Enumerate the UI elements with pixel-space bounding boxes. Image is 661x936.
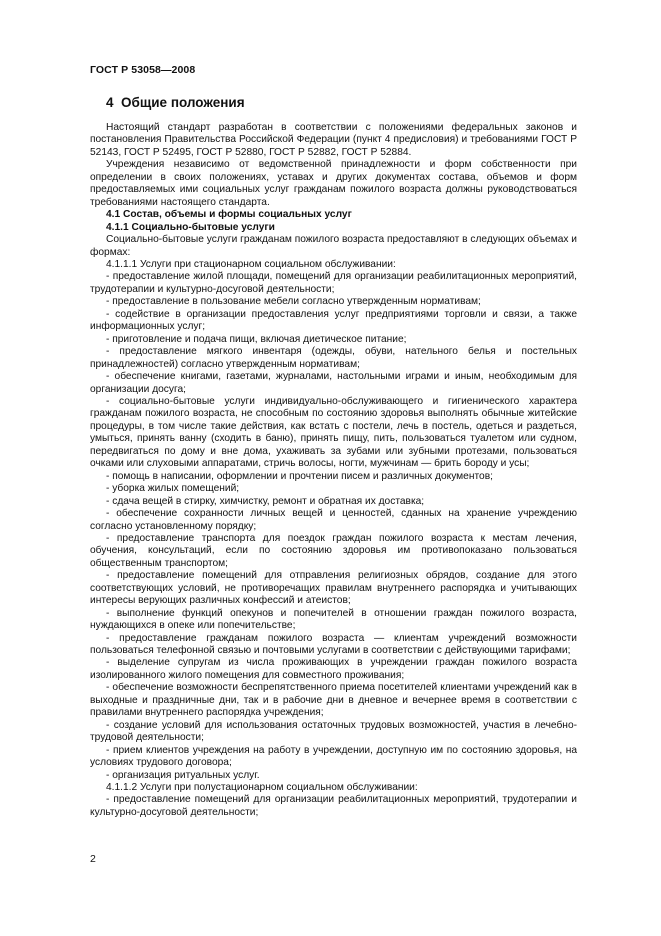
paragraph: Учреждения независимо от ведомственной принадлежности и форм собственности при определении в своих положениях, уставах и других документах состава, объемов и форм предоставляемых ими социальных услуг гражданам пожилого возраста должны руководствоваться требованиями настоящего стандарта. <box>90 159 577 208</box>
page-number: 2 <box>90 853 96 865</box>
list-item: - предоставление жилой площади, помещений для организации реабилитационных мероприятий, трудотерапии и культурно-досуговой деятельности; <box>90 271 577 295</box>
list-item: - предоставление помещений для организации реабилитационных мероприятий, трудотерапии и культурно-досуговой деятельности; <box>90 794 577 818</box>
list-item: - предоставление транспорта для поездок граждан пожилого возраста к местам лечения, обучения, консультаций, если по состоянию здоровья им противопоказано пользоваться общественным транспортом; <box>90 532 577 569</box>
clause-heading: 4.1.1.2 Услуги при полустационарном социальном обслуживании: <box>106 782 418 794</box>
list-item: - предоставление в пользование мебели согласно утвержденным нормативам; <box>106 296 481 308</box>
list-item: - приготовление и подача пищи, включая диетическое питание; <box>106 333 407 345</box>
subsection-heading: 4.1.1 Социально-бытовые услуги <box>106 221 275 233</box>
list-item: - помощь в написании, оформлении и прочтении писем и различных документов; <box>106 470 493 482</box>
section-title: Общие положения <box>121 95 245 110</box>
subsection-heading: 4.1 Состав, объемы и формы социальных услуг <box>106 209 352 221</box>
list-item: - обеспечение возможности беспрепятственного приема посетителей клиентами учреждений как в выходные и праздничные дни, так и в рабочие дни в дневное и вечернее время в соответствии с правилами внутреннего распорядка учреждения; <box>90 682 577 719</box>
list-item: - социально-бытовые услуги индивидуально-обслуживающего и гигиенического характера гражданам пожилого возраста, не способным по состоянию здоровья выполнять обычные житейские процедуры, в том числе такие действия, как встать с постели, лечь в постель, одеться и раздеться, умыться, принять ванну (сходить в баню), принять пищу, пить, пользоваться туалетом или судном, передвигаться по дому и вне дома, ухаживать за зубами или зубными протезами, пользоваться очками или слуховыми аппаратами, стричь волосы, ногти, мужчинам — брить бороду и усы; <box>90 395 577 470</box>
list-item: - предоставление помещений для отправления религиозных обрядов, создание для этого соответствующих условий, не противоречащих правилам внутреннего распорядка и учитывающих интересы верующих различных конфессий и атеистов; <box>90 570 577 607</box>
list-item: - уборка жилых помещений; <box>106 483 240 495</box>
paragraph: Социально-бытовые услуги гражданам пожилого возраста предоставляют в следующих объемах и формах: <box>90 234 577 258</box>
list-item: - прием клиентов учреждения на работу в учреждении, доступную им по состоянию здоровья, на условиях трудового договора; <box>90 744 577 769</box>
list-item: - выполнение функций опекунов и попечителей в отношении граждан пожилого возраста, нуждающихся в опеке или попечительстве; <box>90 607 577 632</box>
clause-heading: 4.1.1.1 Услуги при стационарном социальном обслуживании: <box>106 258 396 270</box>
list-item: - обеспечение книгами, газетами, журналами, настольными играми и иным, необходимым для организации досуга; <box>90 371 577 395</box>
list-item: - предоставление гражданам пожилого возраста — клиентам учреждений возможности пользоваться телефонной связью и почтовыми услугами в соответствии с действующими тарифами; <box>90 632 577 657</box>
section-number: 4 <box>106 95 114 110</box>
list-item: - создание условий для использования остаточных трудовых возможностей, участия в лечебно-трудовой деятельности; <box>90 719 577 744</box>
document-body <box>90 122 577 819</box>
list-item: - предоставление мягкого инвентаря (одежды, обуви, нательного белья и постельных принадлежностей) согласно утвержденным нормативам; <box>90 346 577 370</box>
list-item: - сдача вещей в стирку, химчистку, ремонт и обратная их доставка; <box>106 495 425 507</box>
paragraph: Настоящий стандарт разработан в соответствии с положениями федеральных законов и постановления Правительства Российской Федерации (пункт 4 предисловия) и требованиями ГОСТ Р 52143, ГОСТ Р 52495, ГОСТ Р 52880, ГОСТ Р 52882, ГОСТ Р 52884. <box>90 122 577 158</box>
section-heading <box>106 95 245 110</box>
document-header: ГОСТ Р 53058—2008 <box>90 64 196 76</box>
list-item: - содействие в организации предоставления услуг предприятиями торговли и связи, а также информационных услуг; <box>90 308 577 333</box>
list-item: - организация ритуальных услуг. <box>106 769 260 781</box>
list-item: - выделение супругам из числа проживающих в учреждении граждан пожилого возраста изолированного жилого помещения для совместного проживания; <box>90 657 577 681</box>
list-item: - обеспечение сохранности личных вещей и ценностей, сданных на хранение учреждению согласно установленному порядку; <box>90 508 577 532</box>
